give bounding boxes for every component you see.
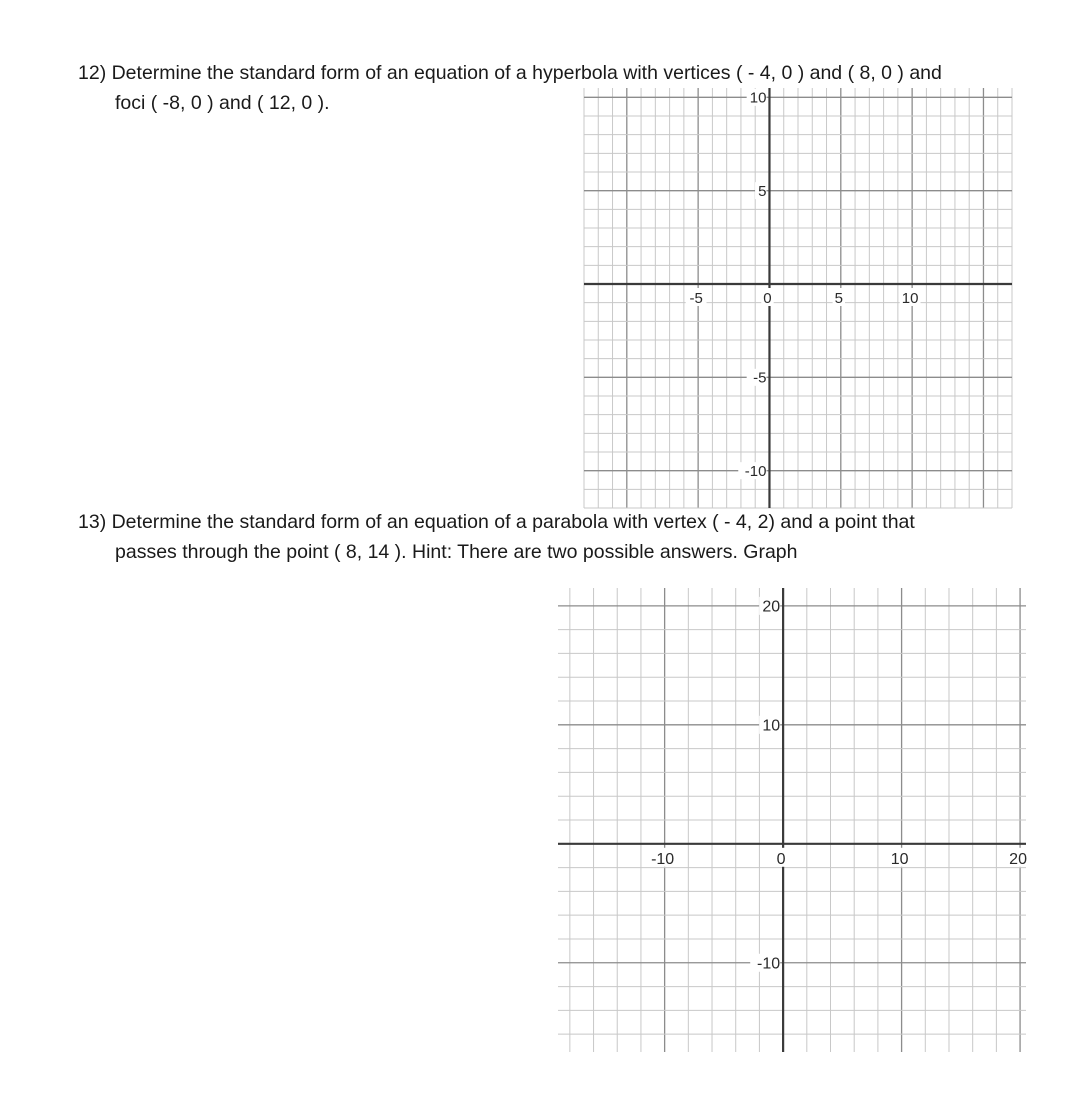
parabola-grid-x-tick-label: 10 xyxy=(890,850,909,868)
problem-13 xyxy=(78,507,915,567)
parabola-graph-grid[interactable] xyxy=(558,588,1026,1052)
hyperbola-grid-x-tick-label: 10 xyxy=(901,290,919,307)
hyperbola-graph-grid[interactable] xyxy=(584,88,1012,508)
hyperbola-grid-x-tick-label: 5 xyxy=(834,290,843,307)
parabola-grid-y-tick-label: 10 xyxy=(762,717,781,735)
parabola-grid-x-tick-label: 0 xyxy=(776,850,786,868)
hyperbola-grid-x-tick-label: -5 xyxy=(689,290,703,307)
hyperbola-grid-y-tick-label: -5 xyxy=(753,369,767,387)
parabola-grid-y-tick-label: -10 xyxy=(756,955,781,973)
hyperbola-grid-x-tick-label: 0 xyxy=(763,290,772,307)
parabola-grid-x-tick-label: 20 xyxy=(1009,850,1027,868)
problem-13-line-2: passes through the point ( 8, 14 ). Hint: There are two possible answers. Graph xyxy=(115,541,798,563)
parabola-grid-x-tick-label: -10 xyxy=(651,850,675,868)
hyperbola-grid-y-tick-label: 5 xyxy=(758,183,767,201)
parabola-grid-y-tick-label: 20 xyxy=(762,598,781,616)
hyperbola-grid-y-tick-label: -10 xyxy=(744,463,767,481)
hyperbola-grid-y-tick-label: 10 xyxy=(749,89,767,107)
problem-12-line-2: foci ( -8, 0 ) and ( 12, 0 ). xyxy=(115,92,330,114)
problem-13-line-1: 13) Determine the standard form of an equation of a parabola with vertex ( - 4, 2) and a point that xyxy=(78,511,915,533)
problem-12-line-1: 12) Determine the standard form of an equation of a hyperbola with vertices ( - 4, 0 ) and ( 8, 0 ) and xyxy=(78,62,942,84)
